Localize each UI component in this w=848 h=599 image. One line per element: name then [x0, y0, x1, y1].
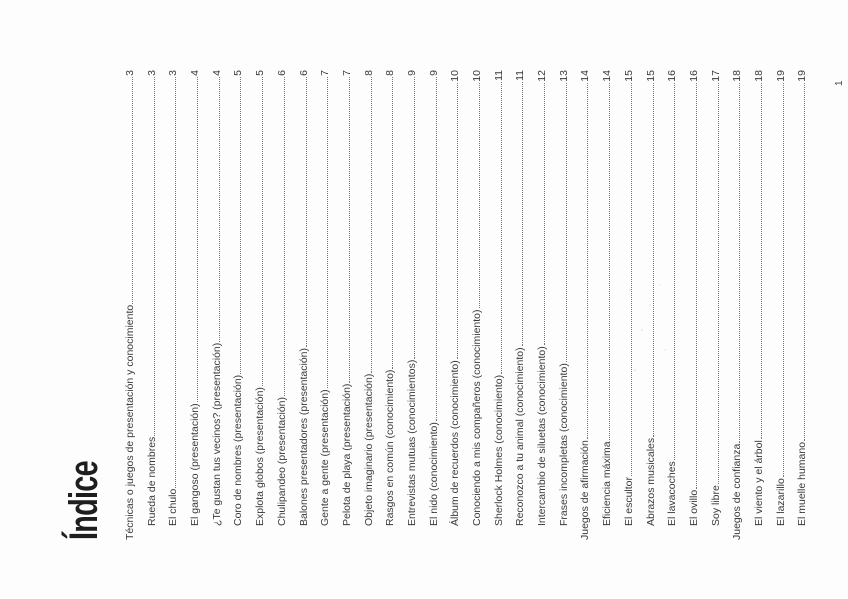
toc-entry-title: Rueda de nombres	[145, 436, 158, 526]
toc-entry-page: 4	[210, 70, 223, 76]
toc-entry-page: 11	[492, 70, 505, 81]
dot-leader	[688, 83, 697, 489]
toc-entry	[163, 70, 185, 540]
toc-entry-title: El muelle humano	[796, 441, 809, 526]
dot-leader	[254, 77, 263, 386]
toc-entry	[532, 70, 554, 540]
toc-entry-page: 16	[666, 70, 679, 82]
toc-entry-page: 9	[405, 70, 418, 76]
dot-leader	[406, 77, 415, 359]
toc-entry-page: 15	[644, 70, 657, 82]
toc-entry	[684, 70, 706, 540]
toc-entry-title: Entrevistas mutuas (conocimientos)	[405, 359, 418, 526]
toc-entry	[489, 70, 511, 540]
toc-entry-title: Abrazos musicales	[644, 437, 657, 526]
dot-leader	[341, 77, 350, 383]
toc-entry-page: 10	[449, 70, 462, 82]
toc-entry-page: 17	[709, 70, 722, 82]
toc-entry	[424, 70, 446, 540]
toc-entry	[185, 70, 207, 540]
toc-entry	[510, 70, 532, 540]
toc-entry	[445, 70, 467, 540]
toc-entry-title: Soy libre	[709, 485, 722, 526]
toc-entry-title: Balones presentadores (presentación)	[297, 347, 310, 526]
dot-leader	[753, 83, 762, 440]
toc-entry-page: 9	[427, 70, 440, 76]
toc-entry	[337, 70, 359, 540]
toc-entry-title: ¿Te gustan tus vecinos? (presentación)	[210, 342, 223, 526]
toc-entry-page: 3	[124, 70, 136, 76]
dot-leader	[775, 83, 784, 477]
toc-entry-title: Juegos de confianza	[731, 443, 744, 540]
toc-entry-page: 19	[774, 70, 787, 82]
toc-entry-title: El gangoso (presentación)	[189, 403, 202, 526]
dot-leader	[449, 83, 458, 360]
toc-entry-title: Reconozco a tu animal (conocimiento)	[514, 347, 527, 526]
toc-entry	[142, 70, 164, 540]
toc-entry-title: El ovillo	[687, 489, 700, 526]
toc-entry	[228, 70, 250, 540]
toc-entry-title: Chulipandeo (presentación)	[275, 397, 288, 526]
dot-leader	[384, 77, 393, 369]
toc-entry-page: 14	[601, 70, 614, 82]
dot-leader	[319, 77, 328, 389]
dot-leader	[146, 77, 155, 436]
toc-entry-title: Conociendo a mis compañeros (conocimiento)	[471, 309, 483, 526]
rotated-content	[62, 70, 809, 540]
toc-entry	[120, 70, 142, 540]
dot-leader	[796, 83, 805, 441]
dot-leader	[493, 82, 502, 374]
toc-entry-title: Objeto imaginario (presentación)	[362, 373, 375, 526]
dot-leader	[298, 77, 307, 347]
toc-entry-title: Técnicas o juegos de presentación y conocimiento	[124, 304, 136, 540]
dot-leader	[167, 77, 176, 488]
toc-entry-title: Gente a gente (presentación)	[319, 389, 332, 526]
toc-entry-title: Frases incompletas (conocimiento)	[557, 363, 570, 526]
table-of-contents	[120, 70, 814, 540]
dot-leader	[124, 77, 133, 304]
toc-entry-page: 11	[514, 70, 527, 81]
toc-entry-page: 3	[145, 70, 158, 76]
toc-entry-title: Sherlock Holmes (conocimiento)	[492, 374, 505, 526]
toc-entry-title: El lazarillo	[774, 478, 787, 526]
toc-entry-title: Eficiencia máxima	[601, 441, 614, 526]
dot-leader	[276, 77, 285, 396]
toc-entry	[207, 70, 229, 540]
dot-leader	[471, 83, 480, 309]
toc-entry	[315, 70, 337, 540]
toc-entry-page: 18	[731, 70, 744, 82]
toc-entry-title: Juegos de afirmación	[579, 440, 592, 540]
toc-entry-title: El escultor	[622, 476, 635, 526]
toc-entry-page: 4	[189, 70, 202, 76]
toc-entry-page: 15	[622, 70, 635, 82]
toc-entry-page: 18	[752, 70, 765, 82]
toc-entry	[554, 70, 576, 540]
toc-entry-page: 6	[297, 70, 310, 76]
dot-leader	[579, 83, 588, 440]
toc-entry	[727, 70, 749, 540]
toc-entry-page: 12	[536, 70, 549, 82]
toc-entry-page: 6	[275, 70, 288, 76]
toc-entry-page: 14	[579, 70, 592, 82]
dot-leader	[363, 77, 372, 373]
dot-leader	[558, 83, 567, 363]
page-number: 1	[834, 80, 845, 86]
toc-entry-title: El viento y el árbol	[752, 440, 765, 526]
dot-leader	[514, 82, 523, 347]
dot-leader	[710, 83, 719, 484]
toc-entry-page: 8	[362, 70, 375, 76]
toc-entry-title: El chulo	[167, 488, 180, 526]
toc-entry	[272, 70, 294, 540]
dot-leader	[601, 83, 610, 441]
dot-leader	[211, 77, 220, 342]
toc-entry-page: 10	[471, 70, 483, 82]
toc-entry	[792, 70, 814, 540]
toc-entry-page: 3	[167, 70, 180, 76]
toc-entry-page: 7	[340, 70, 353, 76]
dot-leader	[232, 77, 241, 374]
toc-entry-title: Álbum de recuerdos (conocimiento)	[449, 360, 462, 526]
toc-entry-page: 16	[687, 70, 700, 82]
toc-entry-title: El lavacoches	[666, 461, 679, 526]
toc-entry-title: Pelota de playa (presentación)	[340, 383, 353, 526]
dot-leader	[536, 83, 545, 346]
toc-entry	[597, 70, 619, 540]
toc-entry-page: 19	[796, 70, 809, 82]
toc-entry	[575, 70, 597, 540]
toc-entry	[771, 70, 793, 540]
dot-leader	[189, 77, 198, 403]
toc-entry-page: 7	[319, 70, 332, 76]
dot-leader	[428, 77, 437, 421]
toc-entry-title: Coro de nombres (presentación)	[232, 374, 245, 526]
toc-entry	[749, 70, 771, 540]
toc-entry	[250, 70, 272, 540]
scan-noise	[620, 270, 680, 390]
toc-entry	[706, 70, 728, 540]
toc-entry	[359, 70, 381, 540]
toc-entry	[380, 70, 402, 540]
toc-entry-page: 8	[384, 70, 397, 76]
index-title: Índice	[62, 461, 106, 540]
toc-entry-title: Rasgos en común (conocimiento)	[384, 369, 397, 526]
toc-entry-title: Intercambio de siluetas (conocimiento)	[536, 346, 549, 526]
toc-entry	[402, 70, 424, 540]
toc-entry-title: El nido (conocimiento)	[427, 422, 440, 526]
toc-entry-title: Explota globos (presentación)	[254, 387, 267, 526]
dot-leader	[731, 83, 740, 443]
toc-entry	[467, 70, 489, 540]
toc-entry-page: 5	[232, 70, 245, 76]
toc-entry-page: 5	[254, 70, 267, 76]
toc-entry	[294, 70, 316, 540]
toc-entry-page: 13	[557, 70, 570, 82]
